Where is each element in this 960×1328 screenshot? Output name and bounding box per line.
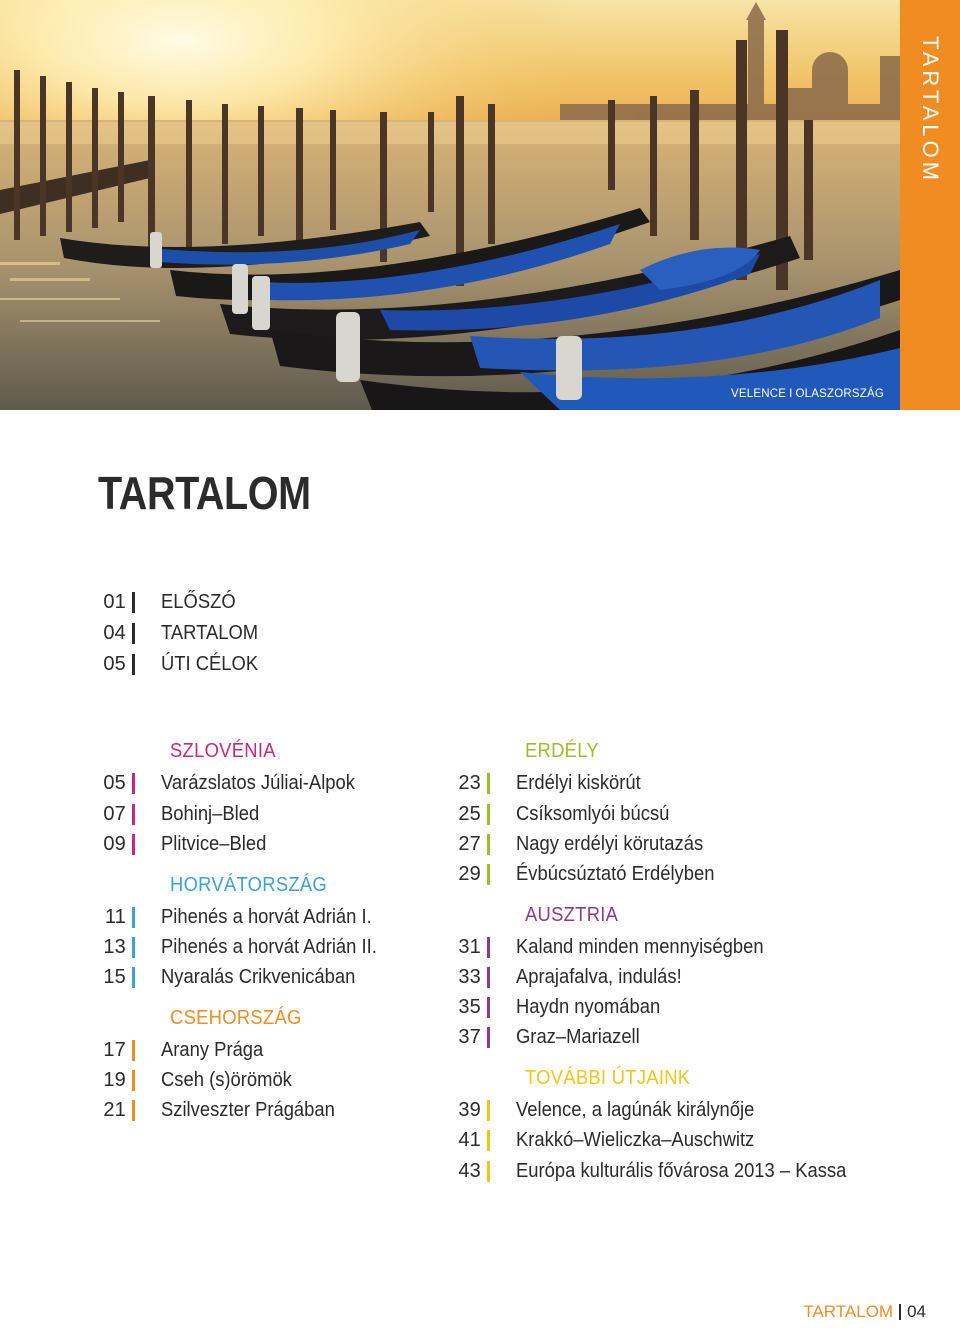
toc-row[interactable] <box>100 651 267 677</box>
footer-page-number: 04 <box>907 1302 926 1321</box>
toc-bar <box>132 834 135 855</box>
toc-page-number: 27 <box>458 832 481 855</box>
toc-entry: Krakkó–Wieliczka–Auschwitz <box>516 1128 755 1151</box>
toc-entry: Európa kulturális fővárosa 2013 – Kassa <box>516 1159 847 1182</box>
toc-bar <box>487 1161 490 1182</box>
toc-row[interactable] <box>100 1097 350 1123</box>
toc-page-number: 25 <box>458 802 481 825</box>
side-tab-label: TARTALOM <box>918 35 943 185</box>
toc-bar <box>132 1100 135 1121</box>
toc-bar <box>487 1027 490 1048</box>
toc-row[interactable] <box>100 934 396 960</box>
toc-bar <box>487 773 490 794</box>
toc-row[interactable] <box>100 1037 272 1063</box>
toc-page-number: 29 <box>458 862 481 885</box>
toc-bar <box>487 804 490 825</box>
toc-page-number: 31 <box>458 935 481 958</box>
toc-bar <box>132 967 135 988</box>
toc-entry: Nagy erdélyi körutazás <box>516 832 704 855</box>
toc-page-number: 23 <box>458 771 481 794</box>
toc-row[interactable] <box>100 589 242 615</box>
toc-page-number: 41 <box>458 1128 481 1151</box>
section-heading-austria: AUSZTRIA <box>525 904 619 926</box>
toc-page-number: 33 <box>458 965 481 988</box>
toc-row[interactable] <box>455 934 785 960</box>
toc-bar <box>132 937 135 958</box>
toc-entry: ELŐSZÓ <box>161 590 236 613</box>
toc-bar <box>132 592 135 613</box>
footer-title: TARTALOM <box>803 1302 894 1321</box>
toc-page-number: 43 <box>458 1159 481 1182</box>
toc-page-number: 21 <box>103 1098 126 1121</box>
toc-page-number: 39 <box>458 1098 481 1121</box>
toc-bar <box>132 623 135 644</box>
toc-row[interactable] <box>100 770 372 796</box>
photo-caption <box>731 388 884 400</box>
toc-entry: Csíksomlyói búcsú <box>516 802 670 825</box>
toc-row[interactable] <box>100 964 372 990</box>
toc-page-number: 37 <box>458 1025 481 1048</box>
toc-row[interactable] <box>455 1127 775 1153</box>
caption-place: VELENCE <box>731 388 787 400</box>
toc-bar <box>132 907 135 928</box>
toc-entry: Bohinj–Bled <box>161 802 260 825</box>
toc-entry: Évbúcsúztató Erdélyben <box>516 862 715 885</box>
toc-page-number: 15 <box>103 965 126 988</box>
toc-bar <box>132 773 135 794</box>
section-heading-transylvania: ERDÉLY <box>525 740 599 762</box>
venice-gondolas-illustration <box>0 0 900 410</box>
toc-row[interactable] <box>100 801 268 827</box>
toc-entry: Pihenés a horvát Adrián I. <box>161 905 372 928</box>
footer-divider <box>899 1304 901 1320</box>
toc-row[interactable] <box>455 1097 775 1123</box>
toc-bar <box>487 834 490 855</box>
section-heading-czech: CSEHORSZÁG <box>170 1007 302 1029</box>
toc-bar <box>132 804 135 825</box>
caption-country: OLASZORSZÁG <box>795 388 884 400</box>
toc-entry: Nyaralás Crikvenicában <box>161 965 356 988</box>
toc-bar <box>487 937 490 958</box>
toc-bar <box>132 654 135 675</box>
toc-bar <box>487 1100 490 1121</box>
toc-row[interactable] <box>455 994 673 1020</box>
toc-page-number: 04 <box>103 621 126 644</box>
toc-page-number: 05 <box>103 771 126 794</box>
toc-entry: Kaland minden mennyiségben <box>516 935 764 958</box>
toc-bar <box>487 864 490 885</box>
toc-entry: Haydn nyomában <box>516 995 661 1018</box>
toc-entry: Erdélyi kiskörút <box>516 771 641 794</box>
toc-entry: Velence, a lagúnák királynője <box>516 1098 755 1121</box>
toc-page-number: 17 <box>103 1038 126 1061</box>
toc-row[interactable] <box>100 831 276 857</box>
page-title: TARTALOM <box>98 467 311 519</box>
toc-entry: ÚTI CÉLOK <box>161 652 259 675</box>
toc-row[interactable] <box>455 770 652 796</box>
toc-bar <box>132 1070 135 1091</box>
toc-entry: Szilveszter Prágában <box>161 1098 335 1121</box>
toc-entry: TARTALOM <box>161 621 259 644</box>
section-heading-more-trips: TOVÁBBI ÚTJAINK <box>525 1067 691 1089</box>
toc-row[interactable] <box>455 1158 875 1184</box>
toc-bar <box>487 967 490 988</box>
toc-row[interactable] <box>455 831 719 857</box>
toc-entry: Pihenés a horvát Adrián II. <box>161 935 377 958</box>
toc-row[interactable] <box>455 801 683 827</box>
toc-entry: Plitvice–Bled <box>161 832 267 855</box>
toc-page-number: 35 <box>458 995 481 1018</box>
toc-row[interactable] <box>100 1067 303 1093</box>
toc-page-number: 05 <box>103 652 126 675</box>
toc-page-number: 19 <box>103 1068 126 1091</box>
toc-entry: Graz–Mariazell <box>516 1025 640 1048</box>
toc-row[interactable] <box>100 904 390 930</box>
hero-photo <box>0 0 900 410</box>
toc-entry: Arany Prága <box>161 1038 264 1061</box>
toc-page-number: 09 <box>103 832 126 855</box>
toc-page-number: 13 <box>103 935 126 958</box>
toc-entry: Varázslatos Júliai-Alpok <box>161 771 355 794</box>
toc-row[interactable] <box>455 964 696 990</box>
toc-page-number: 07 <box>103 802 126 825</box>
toc-bar <box>487 997 490 1018</box>
page-footer <box>803 1302 926 1322</box>
toc-entry: Cseh (s)örömök <box>161 1068 292 1091</box>
toc-page-number: 01 <box>103 590 126 613</box>
section-heading-slovenia: SZLOVÉNIA <box>170 740 276 762</box>
side-tab <box>900 0 960 410</box>
toc-row[interactable] <box>455 1024 650 1050</box>
section-heading-croatia: HORVÁTORSZÁG <box>170 874 328 896</box>
toc-page-number: 11 <box>104 905 126 928</box>
toc-bar <box>132 1040 135 1061</box>
caption-separator: I <box>789 388 793 400</box>
toc-bar <box>487 1130 490 1151</box>
toc-entry: Aprajafalva, indulás! <box>516 965 682 988</box>
toc-row[interactable] <box>100 620 267 646</box>
toc-row[interactable] <box>455 861 732 887</box>
